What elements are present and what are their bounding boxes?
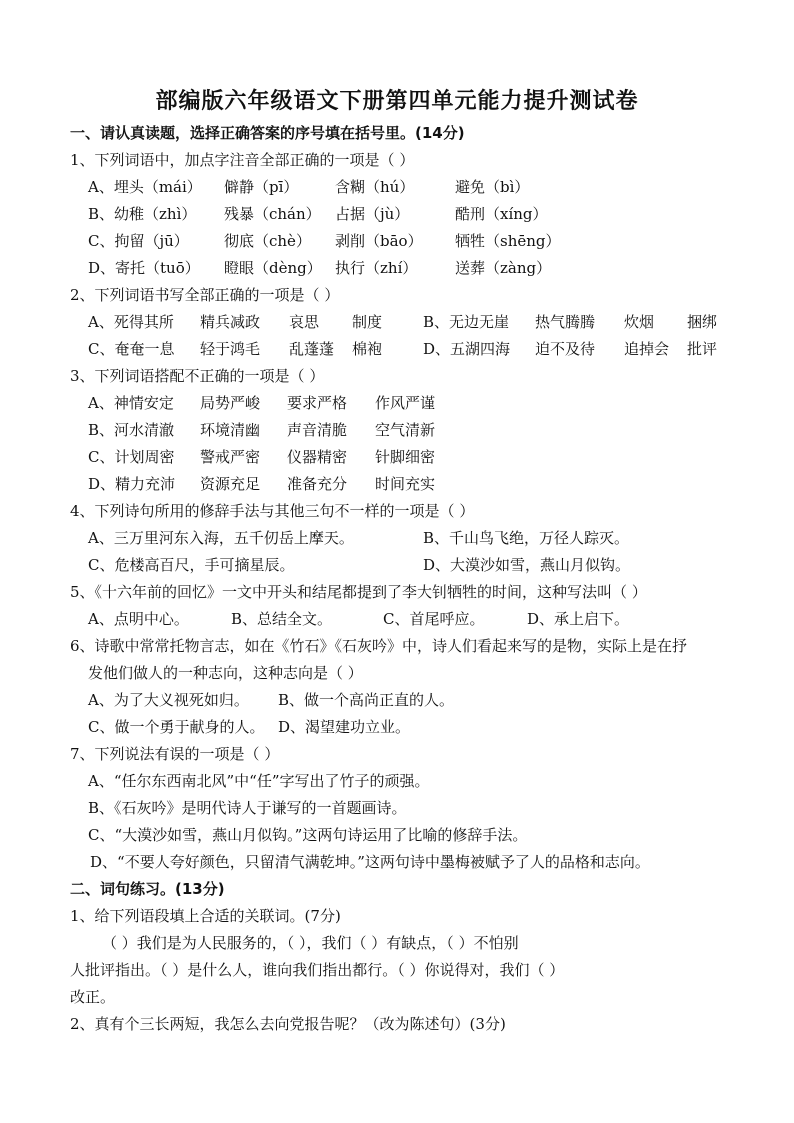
option-cell: C、首尾呼应。 bbox=[383, 610, 485, 628]
option-cell: B、无边无崖 bbox=[423, 313, 510, 331]
option-cell: 酷刑（xíng） bbox=[455, 205, 548, 223]
option-cell: A、神情安定 bbox=[88, 394, 174, 412]
option-cell: 热气腾腾 bbox=[535, 313, 596, 331]
option-cell: B、做一个高尚正直的人。 bbox=[278, 691, 455, 709]
question-7-stem: 7、下列说法有误的一项是（ ） bbox=[70, 745, 280, 763]
option-cell: 针脚细密 bbox=[375, 448, 436, 466]
fill-blank-line: 改正。 bbox=[70, 988, 116, 1006]
option-cell: D、大漠沙如雪，燕山月似钩。 bbox=[423, 556, 631, 574]
option-cell: C、计划周密 bbox=[88, 448, 175, 466]
option-cell: 炊烟 bbox=[624, 313, 655, 331]
option-cell: 批评 bbox=[687, 340, 718, 358]
question-4-stem: 4、下列诗句所用的修辞手法与其他三句不一样的一项是（ ） bbox=[70, 502, 475, 520]
option-cell: 牺牲（shēng） bbox=[455, 232, 561, 250]
section2-question-2-stem: 2、真有个三长两短，我怎么去向党报告呢？（改为陈述句）(3分) bbox=[70, 1015, 506, 1033]
option-cell: 剥削（bāo） bbox=[335, 232, 423, 250]
option-cell: 仪器精密 bbox=[287, 448, 348, 466]
option-cell: A、三万里河东入海，五千仞岳上摩天。 bbox=[88, 529, 354, 547]
option-cell: 残暴（chán） bbox=[224, 205, 321, 223]
option-cell: 执行（zhí） bbox=[335, 259, 418, 277]
option-cell: 彻底（chè） bbox=[224, 232, 311, 250]
option-cell: C、做一个勇于献身的人。 bbox=[88, 718, 265, 736]
section-heading-1: 一、请认真读题，选择正确答案的序号填在括号里。(14分) bbox=[70, 124, 465, 142]
option-cell: 精兵减政 bbox=[200, 313, 261, 331]
option-cell: D、渴望建功立业。 bbox=[278, 718, 411, 736]
option-cell: 资源充足 bbox=[200, 475, 261, 493]
option-cell: 棉袍 bbox=[352, 340, 383, 358]
question-1-stem: 1、下列词语中，加点字注音全部正确的一项是（ ） bbox=[70, 151, 415, 169]
option-cell: 避免（bì） bbox=[455, 178, 530, 196]
option-cell: D、五湖四海 bbox=[423, 340, 511, 358]
question-3-stem: 3、下列词语搭配不正确的一项是（ ） bbox=[70, 367, 325, 385]
option-cell: 制度 bbox=[352, 313, 383, 331]
option-cell: 局势严峻 bbox=[200, 394, 261, 412]
option-cell: B、千山鸟飞绝，万径人踪灭。 bbox=[423, 529, 630, 547]
option-line: D、“不要人夸好颜色，只留清气满乾坤。”这两句诗中墨梅被赋予了人的品格和志向。 bbox=[90, 853, 650, 871]
option-cell: B、河水清澈 bbox=[88, 421, 175, 439]
option-cell: 哀思 bbox=[289, 313, 320, 331]
option-cell: 僻静（pī） bbox=[224, 178, 299, 196]
option-cell: 声音清脆 bbox=[287, 421, 348, 439]
option-cell: A、点明中心。 bbox=[88, 610, 189, 628]
option-cell: 含糊（hú） bbox=[335, 178, 415, 196]
option-line: B、《石灰吟》是明代诗人于谦写的一首题画诗。 bbox=[88, 799, 407, 817]
option-cell: 追掉会 bbox=[624, 340, 670, 358]
option-cell: 准备充分 bbox=[287, 475, 348, 493]
option-cell: C、奄奄一息 bbox=[88, 340, 175, 358]
fill-blank-line: 人批评指出。（ ）是什么人，谁向我们指出都行。（ ）你说得对，我们（ ） bbox=[70, 961, 565, 979]
option-cell: 时间充实 bbox=[375, 475, 436, 493]
page-title: 部编版六年级语文下册第四单元能力提升测试卷 bbox=[155, 89, 639, 114]
section2-question-1-stem: 1、给下列语段填上合适的关联词。(7分) bbox=[70, 907, 341, 925]
option-line: C、“大漠沙如雪，燕山月似钩。”这两句诗运用了比喻的修辞手法。 bbox=[88, 826, 528, 844]
option-line: A、“任尔东西南北风”中“任”字写出了竹子的顽强。 bbox=[88, 772, 430, 790]
option-cell: 占据（jù） bbox=[335, 205, 410, 223]
option-cell: A、死得其所 bbox=[88, 313, 174, 331]
option-cell: A、为了大义视死如归。 bbox=[88, 691, 249, 709]
option-cell: D、精力充沛 bbox=[88, 475, 176, 493]
option-cell: 乱蓬蓬 bbox=[289, 340, 335, 358]
option-cell: 迫不及待 bbox=[535, 340, 596, 358]
option-cell: 捆绑 bbox=[687, 313, 718, 331]
option-cell: 要求严格 bbox=[287, 394, 348, 412]
option-cell: D、寄托（tuō） bbox=[88, 259, 200, 277]
option-cell: 送葬（zàng） bbox=[455, 259, 552, 277]
option-cell: D、承上启下。 bbox=[527, 610, 630, 628]
option-cell: 空气清新 bbox=[375, 421, 436, 439]
option-cell: B、幼稚（zhì） bbox=[88, 205, 197, 223]
section-heading-2: 二、词句练习。(13分) bbox=[70, 880, 225, 898]
question-5-stem: 5、《十六年前的回忆》一文中开头和结尾都提到了李大钊牺牲的时间，这种写法叫（ ） bbox=[70, 583, 647, 601]
option-cell: 警戒严密 bbox=[200, 448, 261, 466]
option-cell: 轻于鸿毛 bbox=[200, 340, 261, 358]
option-cell: 作风严谨 bbox=[375, 394, 436, 412]
fill-blank-line: （ ）我们是为人民服务的，（ ），我们（ ）有缺点，（ ）不怕别 bbox=[102, 934, 519, 952]
option-cell: 瞪眼（dèng） bbox=[224, 259, 322, 277]
option-cell: C、拘留（jū） bbox=[88, 232, 189, 250]
option-cell: A、埋头（mái） bbox=[88, 178, 202, 196]
question-6-stem: 6、诗歌中常常托物言志，如在《竹石》《石灰吟》中，诗人们看起来写的是物，实际上是在抒 bbox=[70, 637, 688, 655]
question-6-stem-cont: 发他们做人的一种志向，这种志向是（ ） bbox=[88, 664, 363, 682]
option-cell: B、总结全文。 bbox=[231, 610, 333, 628]
option-cell: 环境清幽 bbox=[200, 421, 261, 439]
question-2-stem: 2、下列词语书写全部正确的一项是（ ） bbox=[70, 286, 340, 304]
option-cell: C、危楼高百尺，手可摘星辰。 bbox=[88, 556, 295, 574]
